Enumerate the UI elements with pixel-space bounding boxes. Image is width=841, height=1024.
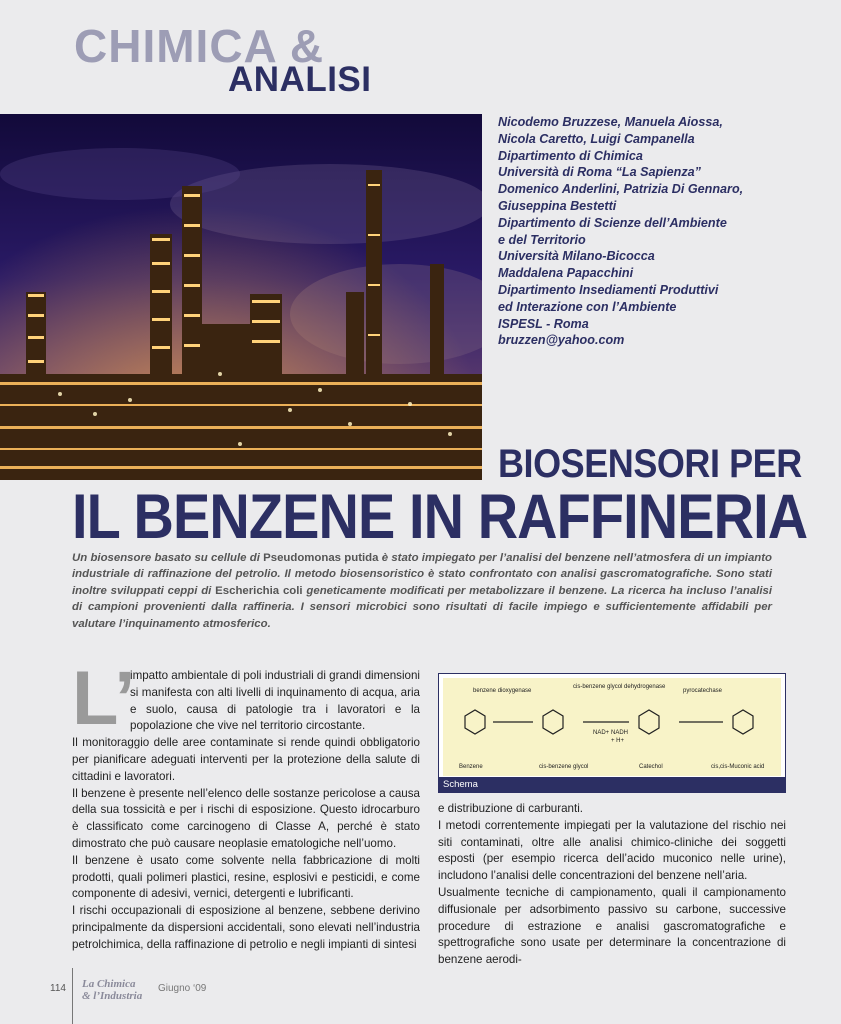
abstract-text: è stato impiegato per l’analisi del benzene nell’atmosfera di un impianto industriale di raffinazione del petrolio. Il metodo biosensoristico è stato confrontato con analisi gascromatografiche. Sono stati inoltre sviluppati ceppi di [72,552,773,597]
abstract-text: geneticamente modificati per metabolizzare il benzene. La ricerca ha incluso l’analisi di campioni provenienti dalla raffineria. I sensori microbici sono risultati di facile impiego e sufficientemente affidabili per valutare l’inquinamento atmosferico. [72,584,772,630]
enzyme-label: benzene dioxygenase [473,688,532,694]
journal-logo [82,978,142,1002]
section-title-bottom: ANALISI [228,60,372,99]
abstract-species: Pseudomonas putida [263,552,379,564]
schema-caption: Schema [439,777,785,792]
body-column-2 [438,801,786,969]
article-title-line2: IL BENZENE IN RAFFINERIA [72,482,808,552]
author-affiliations [498,114,798,349]
body-paragraph: I rischi occupazionali di esposizione al benzene, sebbene derivino principalmente da dispersioni accidentali, sono elevati nell’industria petrolchimica, della raffinazione di petrolio e negli impianti di sintesi [72,904,420,951]
compound-label: Catechol [639,764,663,770]
author-line: Nicola Caretto, Luigi Campanella [498,131,695,146]
refinery-photo [0,114,482,480]
journal-logo-line: & l’Industria [82,990,143,1002]
compound-label: Benzene [459,764,483,770]
body-paragraph: Il benzene è presente nell’elenco delle sostanze pericolose a causa della sua tossicità e per i rischi di esposizione. Questo idrocarburo è classificato come carcinogeno di Classe A, perché è stato dimostrato che può causare neoplasie ematologiche nell’uomo. [72,786,420,850]
author-line: Domenico Anderlini, Patrizia Di Gennaro, [498,182,744,197]
cofactor-label: + H+ [611,738,625,744]
footer-divider [72,968,73,1024]
drop-cap: L’ [72,656,136,741]
body-paragraph: impatto ambientale di poli industriali di grandi dimensioni si manifesta con alti livelli di inquinamento di acqua, aria e suolo, causa di patologie tra i lavoratori e la popolazione che vive nel territorio circostante. [130,669,421,733]
body-paragraph: e distribuzione di carburanti. [438,802,584,815]
body-paragraph: Il monitoraggio delle aree contaminate si rende quindi obbligatorio per pianificare adeguati interventi per la protezione della salute di cittadini e lavoratori. [72,736,420,783]
page-number: 114 [50,983,66,994]
body-paragraph: Usualmente tecniche di campionamento, quali il campionamento diffusionale per adsorbimento passivo su carbone, successive procedure di estrazione e analisi gascromatografiche e spettrografiche sono usate per determinare la concentrazione di benzene aerodi- [438,885,786,967]
author-line: Dipartimento di Chimica [498,148,643,163]
author-line: Università Milano-Bicocca [498,249,655,264]
author-line: Dipartimento di Scienze dell’Ambiente [498,215,727,230]
author-line: Nicodemo Bruzzese, Manuela Aiossa, [498,115,723,129]
author-email: bruzzen@yahoo.com [498,333,625,348]
author-line: e del Territorio [498,232,586,247]
compound-label: cis-benzene glycol [539,764,589,770]
article-abstract [72,550,772,632]
journal-logo-line: La Chimica [82,978,136,990]
article-title-line1: BIOSENSORI PER [498,442,802,486]
author-line: Maddalena Papacchini [498,266,634,281]
body-paragraph: Il benzene è usato come solvente nella fabbricazione di molti prodotti, quali polimeri plastici, resine, esplosivi e pesticidi, e come componente di adesivi, vernici, detergenti e lubrificanti. [72,853,420,901]
enzyme-label: pyrocatechase [683,688,723,694]
cofactor-label: NAD+ [593,730,610,736]
enzyme-label: cis-benzene glycol dehydrogenase [573,684,666,690]
compound-label: cis,cis-Muconic acid [711,764,765,770]
schema-figure [438,673,786,793]
abstract-text: Un biosensore basato su cellule di [72,552,264,564]
reaction-scheme [443,678,781,776]
section-title-top: CHIMICA & [74,20,325,72]
issue-date: Giugno ‘09 [158,983,207,994]
body-column-1 [72,668,420,954]
author-line: Dipartimento Insediamenti Produttivi [498,282,719,297]
cofactor-label: NADH [611,730,629,736]
abstract-species: Escherichia coli [215,584,303,597]
author-line: ed Interazione con l’Ambiente [498,299,677,314]
author-line: ISPESL - Roma [498,316,589,331]
author-line: Giuseppina Bestetti [498,198,617,213]
author-line: Università di Roma “La Sapienza” [498,165,701,180]
body-paragraph: I metodi correntemente impiegati per la valutazione del rischio nei siti contaminati, oltre alle analisi chimico-cliniche dei soggetti esposti (per esempio ricerca dell’acido muconico nelle urine), includono l’analisi delle concentrazioni del benzene nell’aria. [438,818,786,883]
